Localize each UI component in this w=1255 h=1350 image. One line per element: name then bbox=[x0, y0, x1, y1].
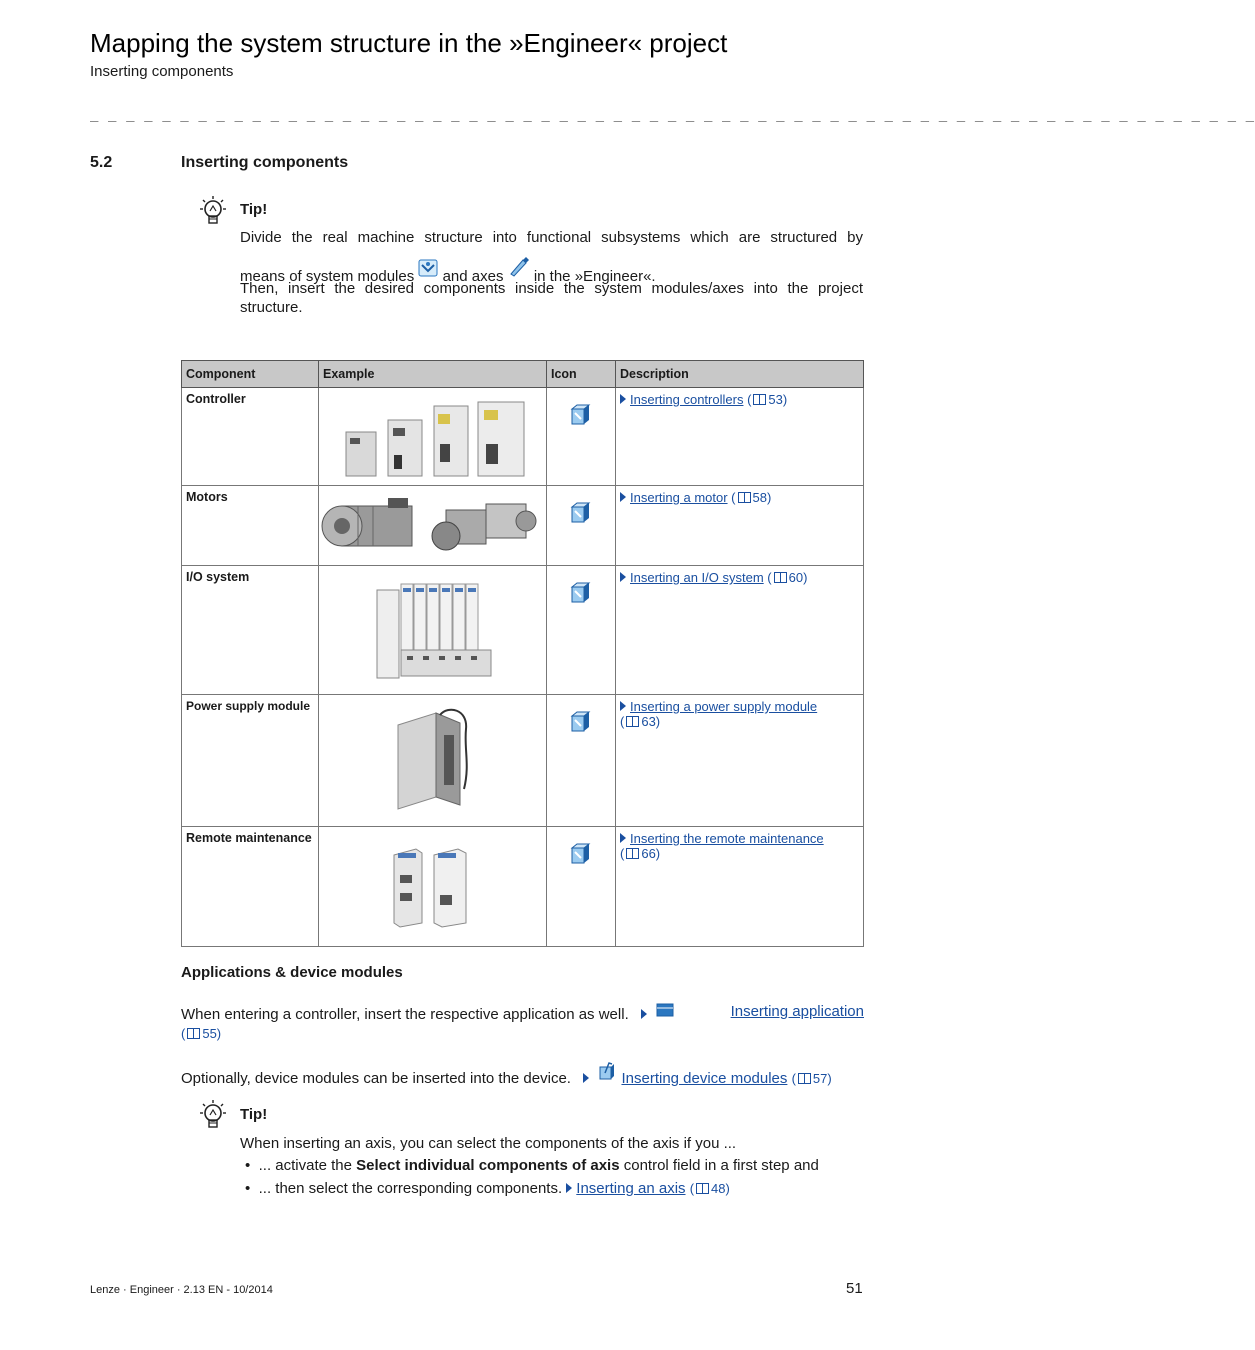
link-arrow-icon bbox=[620, 701, 626, 711]
tip-intro-text: When inserting an axis, you can select the components of the axis if you ... bbox=[240, 1135, 737, 1152]
component-name: I/O system bbox=[182, 566, 319, 695]
page-title: Mapping the system structure in the »Engineer« project bbox=[90, 28, 728, 58]
ref-open: ( bbox=[620, 714, 625, 729]
device-modules-paragraph bbox=[181, 1061, 832, 1088]
example-cell bbox=[319, 827, 547, 947]
table-header-row bbox=[182, 361, 864, 388]
ref-open: ( bbox=[620, 846, 625, 861]
example-cell bbox=[319, 566, 547, 695]
ref-page: 66) bbox=[641, 846, 661, 861]
component-insert-icon bbox=[569, 841, 593, 865]
bullet-dot: • bbox=[245, 1157, 251, 1174]
components-table bbox=[181, 360, 864, 947]
book-icon bbox=[774, 572, 787, 583]
book-icon bbox=[696, 1183, 709, 1194]
description-cell bbox=[616, 695, 864, 827]
page-reference[interactable] bbox=[767, 570, 807, 585]
page-reference[interactable]: ( 57) bbox=[791, 1071, 832, 1086]
component-name: Power supply module bbox=[182, 695, 319, 827]
icon-cell bbox=[547, 695, 616, 827]
ref-page: 60) bbox=[788, 570, 808, 585]
col-header-icon: Icon bbox=[547, 361, 616, 388]
link-arrow-icon bbox=[620, 572, 626, 582]
icon-cell bbox=[547, 486, 616, 566]
tip-label: Tip! bbox=[240, 201, 268, 218]
link-arrow-icon bbox=[641, 1009, 647, 1019]
page-reference[interactable]: ( 55) bbox=[181, 1026, 222, 1041]
link-arrow-icon bbox=[620, 833, 626, 843]
applications-text: When entering a controller, insert the respective application as well. bbox=[181, 1006, 629, 1023]
link-inserting-power-supply[interactable]: Inserting a power supply module bbox=[630, 699, 818, 714]
section-title: Inserting components bbox=[181, 154, 349, 171]
page-reference[interactable]: ( 48) bbox=[689, 1181, 730, 1196]
ref-page: 53) bbox=[768, 392, 788, 407]
table-row bbox=[182, 695, 864, 827]
bullet-text: control field in a first step and bbox=[619, 1157, 819, 1174]
icon-cell bbox=[547, 827, 616, 947]
remote-maintenance-image bbox=[388, 845, 478, 929]
component-name: Remote maintenance bbox=[182, 827, 319, 947]
example-cell bbox=[319, 695, 547, 827]
component-insert-icon bbox=[569, 709, 593, 733]
ref-page: 48) bbox=[711, 1181, 730, 1196]
book-icon bbox=[738, 492, 751, 503]
book-icon bbox=[187, 1028, 200, 1039]
ref-page: 57) bbox=[812, 1071, 832, 1086]
tip-text-modules: means of system modules bbox=[240, 268, 415, 285]
book-icon bbox=[798, 1073, 811, 1084]
device-modules-text: Optionally, device modules can be inserted into the device. bbox=[181, 1070, 571, 1087]
ref-open: ( bbox=[747, 392, 752, 407]
applications-paragraph bbox=[181, 1002, 864, 1024]
tip-text-line1: Divide the real machine structure into functional subsystems which are structured by bbox=[240, 229, 863, 246]
tip-bullet-1 bbox=[245, 1156, 819, 1175]
device-module-icon bbox=[597, 1061, 617, 1081]
book-icon bbox=[626, 716, 639, 727]
page-reference[interactable] bbox=[731, 490, 771, 505]
book-icon bbox=[753, 394, 766, 405]
ref-open: ( bbox=[731, 490, 736, 505]
link-inserting-motor[interactable]: Inserting a motor bbox=[630, 490, 728, 505]
page-number: 51 bbox=[846, 1280, 863, 1297]
link-inserting-axis[interactable]: Inserting an axis bbox=[576, 1180, 686, 1197]
component-name: Controller bbox=[182, 388, 319, 486]
tip-text-line3: Then, insert the desired components inside the system modules/axes into the project bbox=[240, 280, 863, 297]
header-divider: _ _ _ _ _ _ _ _ _ _ _ _ _ _ _ _ _ _ _ _ _ _ _ _ _ _ _ _ _ _ _ _ _ _ _ _ _ _ _ _ _ _ _ _ _ _ _ _ _ _ _ _ _ _ _ _ _ _ _ _ _ _ _ _ _ bbox=[90, 106, 1255, 122]
table-row bbox=[182, 486, 864, 566]
link-arrow-icon bbox=[583, 1073, 589, 1083]
bullet-dot: • bbox=[245, 1180, 251, 1197]
link-arrow-icon bbox=[620, 492, 626, 502]
page-reference[interactable] bbox=[620, 846, 660, 861]
motors-image bbox=[328, 494, 538, 558]
icon-cell bbox=[547, 566, 616, 695]
bullet-text: ... activate the bbox=[258, 1157, 357, 1174]
description-cell bbox=[616, 827, 864, 947]
icon-cell bbox=[547, 388, 616, 486]
link-arrow-icon bbox=[566, 1183, 572, 1193]
system-module-icon bbox=[418, 259, 438, 279]
lightbulb-tip-icon bbox=[196, 1098, 230, 1132]
applications-heading: Applications & device modules bbox=[181, 964, 403, 981]
bullet-text: ... then select the corresponding components. bbox=[258, 1180, 563, 1197]
io-system-image bbox=[373, 576, 493, 682]
component-insert-icon bbox=[569, 500, 593, 524]
ref-page: 58) bbox=[752, 490, 772, 505]
table-row bbox=[182, 827, 864, 947]
page-subtitle: Inserting components bbox=[90, 63, 234, 80]
col-header-example: Example bbox=[319, 361, 547, 388]
ref-page: 55) bbox=[202, 1026, 222, 1041]
tip-text-axes: and axes bbox=[442, 268, 504, 285]
link-inserting-remote-maintenance[interactable]: Inserting the remote maintenance bbox=[630, 831, 824, 846]
link-inserting-device-modules[interactable]: Inserting device modules bbox=[621, 1070, 788, 1087]
lightbulb-tip-icon bbox=[196, 194, 230, 228]
table-row bbox=[182, 566, 864, 695]
tip-text-line4: structure. bbox=[240, 299, 303, 316]
footer-text: Lenze · Engineer · 2.13 EN - 10/2014 bbox=[90, 1284, 273, 1296]
book-icon bbox=[626, 848, 639, 859]
ref-open: ( bbox=[767, 570, 772, 585]
component-insert-icon bbox=[569, 402, 593, 426]
ref-page: 63) bbox=[641, 714, 661, 729]
component-name: Motors bbox=[182, 486, 319, 566]
link-inserting-application[interactable]: Inserting application bbox=[730, 1003, 864, 1020]
link-inserting-io-system[interactable]: Inserting an I/O system bbox=[630, 570, 764, 585]
page-reference[interactable] bbox=[620, 714, 660, 729]
link-arrow-icon bbox=[620, 394, 626, 404]
col-header-component: Component bbox=[182, 361, 319, 388]
power-supply-image bbox=[388, 705, 478, 815]
tip-bullet-2 bbox=[245, 1179, 730, 1198]
col-header-description: Description bbox=[616, 361, 864, 388]
controller-devices-image bbox=[338, 400, 528, 478]
description-cell bbox=[616, 486, 864, 566]
axis-icon bbox=[508, 255, 530, 277]
example-cell bbox=[319, 486, 547, 566]
tip-text-engineer: in the »Engineer«. bbox=[533, 268, 656, 285]
section-number: 5.2 bbox=[90, 154, 113, 171]
tip-label: Tip! bbox=[240, 1106, 268, 1123]
application-icon bbox=[655, 1002, 675, 1018]
description-cell bbox=[616, 388, 864, 486]
example-cell bbox=[319, 388, 547, 486]
table-row bbox=[182, 388, 864, 486]
page-reference[interactable] bbox=[747, 392, 787, 407]
component-insert-icon bbox=[569, 580, 593, 604]
bullet-bold-text: Select individual components of axis bbox=[356, 1157, 620, 1174]
description-cell bbox=[616, 566, 864, 695]
link-inserting-controllers[interactable]: Inserting controllers bbox=[630, 392, 744, 407]
